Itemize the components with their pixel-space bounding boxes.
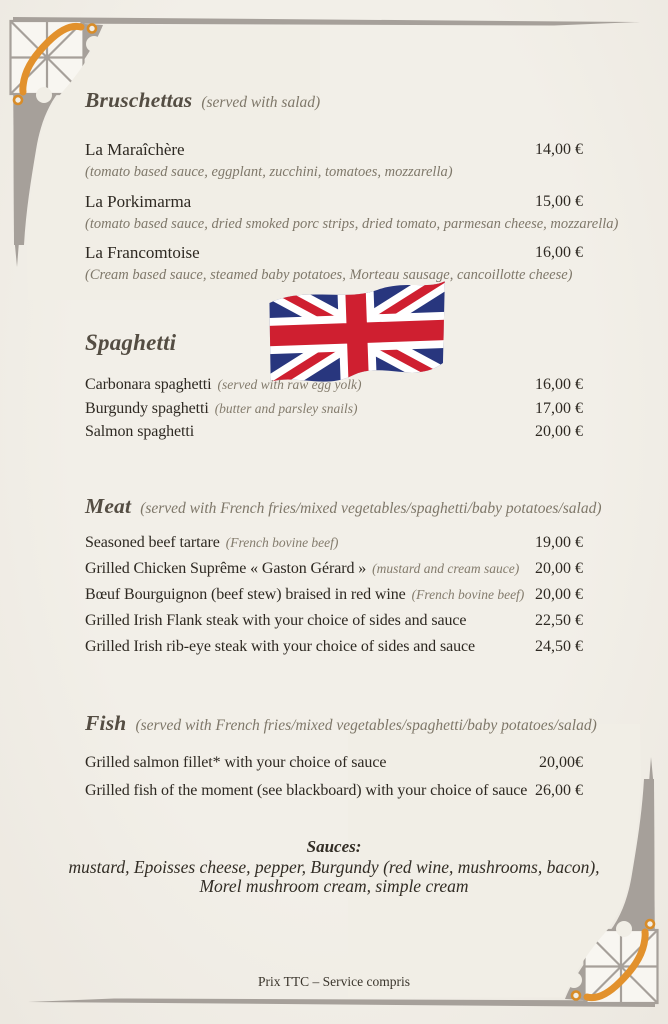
- item-name: Grilled Irish rib-eye steak with your choice of sides and sauce: [85, 638, 476, 655]
- item-name: Grilled salmon fillet* with your choice of sauce: [85, 754, 387, 771]
- item-name: Salmon spaghetti: [85, 423, 195, 440]
- section-subtitle: (served with French fries/mixed vegetables/spaghetti/baby potatoes/salad): [135, 717, 597, 734]
- menu-item: [85, 421, 583, 442]
- sauces-block: [0, 836, 668, 896]
- item-name: Grilled Chicken Suprême « Gaston Gérard »: [85, 560, 367, 577]
- item-price: 14,00 €: [535, 141, 583, 158]
- section-title-text: Meat: [85, 494, 132, 518]
- item-price: 16,00 €: [535, 376, 583, 393]
- item-description: (Cream based sauce, steamed baby potatoes, Morteau sausage, cancoillotte cheese): [85, 267, 573, 283]
- item-price: 24,50 €: [535, 638, 583, 655]
- item-description: (French bovine beef): [225, 535, 339, 550]
- item-price: 20,00 €: [535, 423, 583, 440]
- item-description: (tomato based sauce, dried smoked porc strips, dried tomato, parmesan cheese, mozzarella): [85, 216, 619, 232]
- item-name: La Maraîchère: [85, 140, 185, 159]
- section-title: [85, 711, 597, 736]
- section-meat: [85, 494, 602, 655]
- menu-item: [85, 584, 583, 605]
- item-price: 22,50 €: [535, 612, 583, 629]
- menu-item: [85, 780, 583, 801]
- section-spaghetti: [85, 330, 583, 440]
- item-price: 20,00€: [539, 754, 583, 771]
- item-price: 17,00 €: [535, 400, 583, 417]
- item-price: 19,00 €: [535, 534, 583, 551]
- section-title-text: Bruschettas: [85, 88, 193, 112]
- item-price: 26,00 €: [535, 782, 583, 799]
- item-description: (tomato based sauce, eggplant, zucchini, tomatoes, mozzarella): [85, 164, 453, 180]
- section-title-text: Fish: [85, 711, 127, 735]
- section-subtitle: (served with French fries/mixed vegetables/spaghetti/baby potatoes/salad): [140, 500, 602, 517]
- item-price: 20,00 €: [535, 560, 583, 577]
- section-title: [85, 88, 583, 113]
- item-price: 15,00 €: [535, 193, 583, 210]
- item-description: (French bovine beef): [411, 587, 525, 602]
- item-description: (butter and parsley snails): [214, 401, 358, 416]
- section-fish: [85, 711, 597, 799]
- item-name: Seasoned beef tartare: [85, 534, 220, 551]
- sauces-line: Morel mushroom cream, simple cream: [199, 876, 469, 896]
- sauces-line: mustard, Epoisses cheese, pepper, Burgundy (red wine, mushrooms, bacon),: [68, 857, 600, 877]
- menu-item: [85, 532, 583, 553]
- item-description: (served with raw egg yolk): [217, 377, 362, 392]
- section-bruschettas: [85, 88, 619, 283]
- menu-item: [85, 610, 583, 631]
- item-name: Carbonara spaghetti: [85, 376, 212, 393]
- menu-item: [85, 398, 583, 419]
- item-price: 16,00 €: [535, 244, 583, 261]
- item-name: Bœuf Bourguignon (beef stew) braised in red wine: [85, 586, 406, 603]
- item-price: 20,00 €: [535, 586, 583, 603]
- item-name: Grilled fish of the moment (see blackboard) with your choice of sauce: [85, 782, 528, 799]
- item-name: Grilled Irish Flank steak with your choice of sides and sauce: [85, 612, 467, 629]
- item-description: (mustard and cream sauce): [372, 561, 520, 576]
- menu-item: [85, 558, 583, 579]
- section-title: [85, 330, 583, 356]
- menu-item: [85, 139, 583, 181]
- section-subtitle: (served with salad): [201, 94, 321, 111]
- menu-item: [85, 374, 583, 395]
- item-name: La Francomtoise: [85, 243, 200, 262]
- menu-item: [85, 191, 619, 233]
- section-title: [85, 494, 602, 519]
- menu-item: [85, 752, 583, 773]
- item-name: Burgundy spaghetti: [85, 400, 209, 417]
- footer-note: Prix TTC – Service compris: [258, 974, 410, 989]
- sauces-title: Sauces:: [306, 837, 362, 856]
- menu-item: [85, 242, 583, 284]
- item-name: La Porkimarma: [85, 192, 192, 211]
- section-title-text: Spaghetti: [85, 330, 177, 355]
- menu-item: [85, 636, 583, 657]
